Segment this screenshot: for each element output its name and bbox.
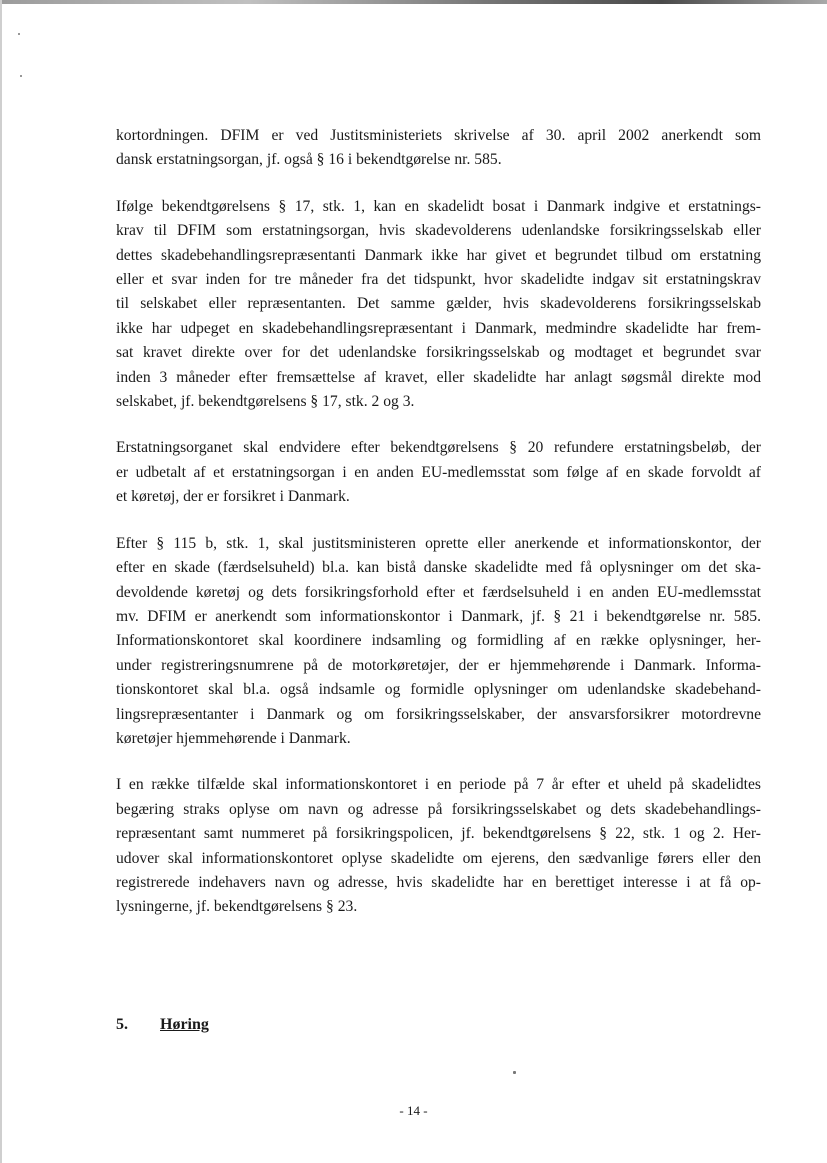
text-line: krav til DFIM som erstatningsorgan, hvis skadevolderens udenlandske forsikringsselskab eller (116, 222, 761, 240)
text-line: registrerede indehavers navn og adresse, hvis skadelidte har en berettiget interesse i at få op- (116, 873, 761, 891)
page-number: - 14 - (399, 1103, 428, 1118)
text-line: efter en skade (færdselsuheld) bl.a. kan bistå danske skadelidte med få oplysninger om det ska- (116, 559, 761, 577)
text-line: et køretøj, der er forsikret i Danmark. (116, 488, 350, 506)
section-heading (116, 1016, 209, 1034)
text-line: I en række tilfælde skal informationskontoret i en periode på 7 år efter et uheld på skadelidtes (116, 776, 761, 794)
section-number: 5. (116, 1016, 128, 1033)
text-line: sat kravet direkte over for det udenlandske forsikringsselskab og modtaget et begrundet svar (116, 344, 761, 362)
text-line: køretøjer hjemmehørende i Danmark. (116, 729, 351, 747)
text-line: tionskontoret skal bl.a. også indsamle og formidle oplysninger om udenlandske skadebehand- (116, 681, 761, 699)
section-title: Høring (160, 1016, 209, 1033)
text-line: repræsentant samt nummeret på forsikringspolicen, jf. bekendtgørelsens § 22, stk. 1 og 2. Her- (116, 825, 761, 843)
text-line: dansk erstatningsorgan, jf. også § 16 i bekendtgørelse nr. 585. (116, 151, 502, 169)
text-line: mv. DFIM er anerkendt som informationskontor i Danmark, jf. § 21 i bekendtgørelse nr. 585. (116, 607, 761, 625)
paragraph-5 (116, 773, 761, 919)
text-line: Erstatningsorganet skal endvidere efter bekendtgørelsens § 20 refundere erstatningsbeløb, der (116, 439, 761, 457)
text-line: kortordningen. DFIM er ved Justitsministeriets skrivelse af 30. april 2002 anerkendt som (116, 127, 761, 144)
text-line: Informationskontoret skal koordinere indsamling og formidling af en række oplysninger, her- (116, 632, 761, 650)
paragraph-3 (116, 436, 761, 509)
text-line: lingsrepræsentanter i Danmark og om forsikringsselskaber, der ansvarsforsikrer motordrevne (116, 705, 761, 723)
text-line: under registreringsnumrene på de motorkøretøjer, der er hjemmehørende i Danmark. Informa- (116, 656, 761, 674)
text-line: dettes skadebehandlingsrepræsentanti Danmark ikke har givet et begrundet tilbud om erstatning (116, 246, 761, 264)
text-line: er udbetalt af et erstatningsorgan i en anden EU-medlemsstat som følge af en skade forvoldt af (116, 463, 761, 481)
paragraph-4 (116, 532, 761, 752)
text-line: eller et svar inden for tre måneder fra det tidspunkt, hvor skadelidte indgav sit erstatningskrav (116, 271, 761, 289)
scan-edge-top (0, 0, 827, 4)
text-line: Ifølge bekendtgørelsens § 17, stk. 1, kan en skadelidt bosat i Danmark indgive et erstatnings- (116, 197, 761, 215)
scan-speck (18, 33, 20, 35)
text-line: begæring straks oplyse om navn og adresse på forsikringsselskabet og dets skadebehandlings- (116, 800, 761, 818)
document-body (116, 124, 761, 942)
paragraph-2 (116, 195, 761, 415)
text-line: Efter § 115 b, stk. 1, skal justitsministeren oprette eller anerkende et informationskontor, der (116, 534, 761, 552)
text-line: devoldende køretøj og dets forsikringsforhold efter et færdselsuheld i en anden EU-medlemsstat (116, 583, 761, 601)
scan-speck (20, 75, 22, 77)
text-line: ikke har udpeget en skadebehandlingsrepræsentant i Danmark, medmindre skadelidte har frem- (116, 319, 761, 337)
paragraph-1 (116, 124, 761, 173)
text-line: selskabet, jf. bekendtgørelsens § 17, stk. 2 og 3. (116, 393, 415, 411)
text-line: til selskabet eller repræsentanten. Det samme gælder, hvis skadevolderens forsikringsselskab (116, 295, 761, 313)
scan-edge-left (0, 0, 2, 1163)
text-line: lysningerne, jf. bekendtgørelsens § 23. (116, 898, 358, 916)
scan-speck (513, 1071, 516, 1074)
text-line: udover skal informationskontoret oplyse skadelidte om ejerens, den sædvanlige førers eller den (116, 849, 761, 867)
text-line: inden 3 måneder efter fremsættelse af kravet, eller skadelidte har anlagt søgsmål direkte mod (116, 368, 761, 386)
